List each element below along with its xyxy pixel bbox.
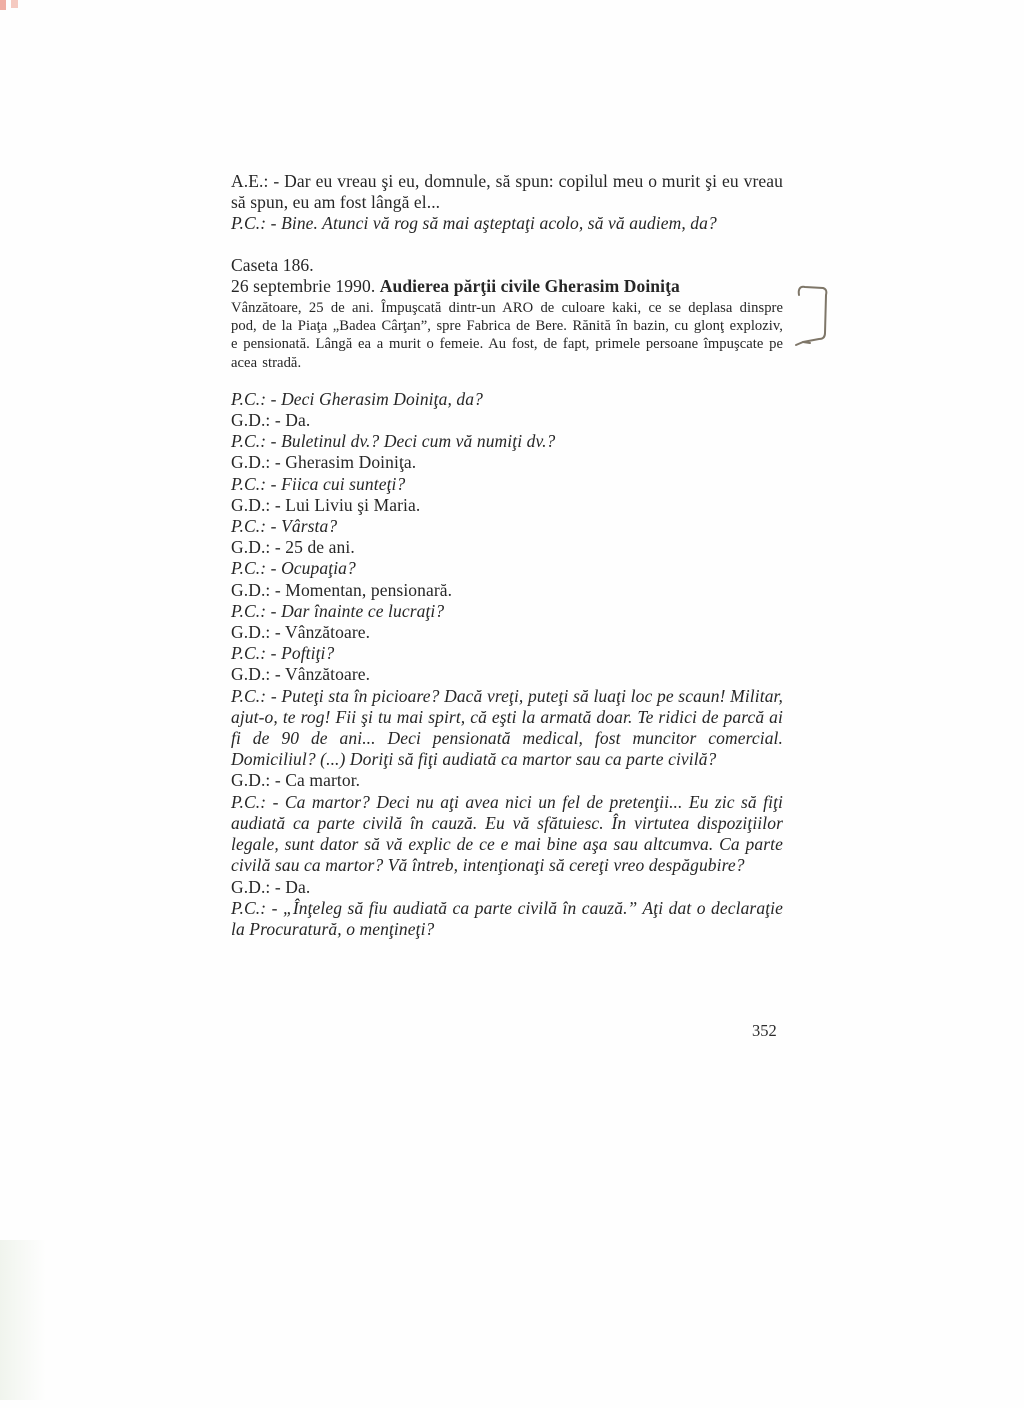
dialogue-line bbox=[231, 410, 783, 431]
dialogue-text: - Gherasim Doiniţa. bbox=[274, 452, 417, 473]
section-date: 26 septembrie 1990. bbox=[231, 275, 380, 296]
dialogue-line bbox=[231, 770, 783, 791]
scan-artifact-red-mark bbox=[11, 0, 18, 8]
dialogue-line bbox=[231, 474, 783, 495]
speaker-label: P.C.: bbox=[231, 600, 267, 621]
dialogue-line bbox=[231, 558, 783, 579]
dialogue-text: - Da. bbox=[274, 410, 311, 431]
dialogue-line bbox=[231, 686, 783, 771]
speaker-label: A.E.: bbox=[231, 171, 269, 191]
dialogue-block bbox=[231, 389, 783, 940]
dialogue-text: - Da. bbox=[274, 876, 311, 897]
speaker-label: P.C.: bbox=[231, 558, 267, 579]
dialogue-line bbox=[231, 643, 783, 664]
dialogue-text: - Dar înainte ce lucraţi? bbox=[270, 600, 445, 621]
dialogue-line bbox=[231, 495, 783, 516]
dialogue-line bbox=[231, 877, 783, 898]
speaker-label: P.C.: bbox=[231, 473, 267, 494]
dialogue-line bbox=[231, 898, 783, 940]
speaker-label: G.D.: bbox=[231, 410, 271, 431]
dialogue-text: - Fiica cui sunteţi? bbox=[270, 473, 406, 494]
speaker-label: G.D.: bbox=[231, 579, 271, 600]
dialogue-text: - Momentan, pensionară. bbox=[274, 579, 453, 600]
dialogue-line bbox=[231, 537, 783, 558]
section-date-title bbox=[231, 276, 783, 297]
text-column bbox=[231, 171, 783, 940]
dialogue-line bbox=[231, 601, 783, 622]
dialogue-line bbox=[231, 792, 783, 877]
dialogue-text: - Lui Liviu şi Maria. bbox=[274, 494, 421, 515]
dialogue-text: - Deci Gherasim Doiniţa, da? bbox=[270, 388, 483, 409]
dialogue-text: - Dar eu vreau şi eu, domnule, să spun: copilul meu o murit şi eu vreau să spun, eu am fost lângă el... bbox=[231, 171, 783, 213]
margin-bracket-annotation bbox=[788, 281, 840, 357]
speaker-label: G.D.: bbox=[231, 494, 271, 515]
dialogue-text: - „Înţeleg să fiu audiată ca parte civilă în cauză.” Aţi dat o declaraţie la Procuratură, o menţineţi? bbox=[231, 897, 783, 939]
section-heading bbox=[231, 255, 783, 372]
speaker-label: P.C.: bbox=[231, 643, 267, 664]
dialogue-text: - Puteţi sta în picioare? Dacă vreţi, puteţi să luaţi loc pe scaun! Militar, ajut-o, te rog! Fii şi tu mai spirt, că eşti la armată doar. Te ridici de parcă ai fi de 90 de ani... Deci pensionată medical, fost muncitor comercial. Domiciliul? (...) Doriţi să fiţi audiată ca martor sau ca parte civilă? bbox=[231, 685, 783, 770]
dialogue-line bbox=[231, 452, 783, 473]
dialogue-text: - Vânzătoare. bbox=[274, 664, 371, 685]
dialogue-line bbox=[231, 213, 783, 234]
dialogue-text: - Ca martor. bbox=[274, 770, 361, 791]
speaker-label: G.D.: bbox=[231, 537, 271, 558]
section-title: Audierea părţii civile Gherasim Doiniţa bbox=[379, 275, 680, 296]
dialogue-text: - Vânzătoare. bbox=[274, 622, 371, 643]
speaker-label: P.C.: bbox=[231, 213, 267, 234]
scan-artifact-red-mark bbox=[0, 0, 6, 10]
dialogue-line bbox=[231, 664, 783, 685]
dialogue-line bbox=[231, 431, 783, 452]
dialogue-text: - Vârsta? bbox=[270, 516, 338, 537]
dialogue-line bbox=[231, 516, 783, 537]
dialogue-text: - Bine. Atunci vă rog să mai aşteptaţi acolo, să vă audiem, da? bbox=[270, 213, 717, 234]
speaker-label: G.D.: bbox=[231, 770, 271, 791]
speaker-label: P.C.: bbox=[231, 897, 267, 918]
speaker-label: P.C.: bbox=[231, 516, 267, 537]
dialogue-text: - Ca martor? Deci nu aţi avea nici un fel de pretenţii... Eu zic să fiţi audiată ca parte civilă în cauză. Eu vă sfătuiesc. În virtutea dispoziţiilor legale, sunt dator să vă explic de ce e mai bine aşa sau altcumva. Ca parte civilă sau ca martor? Vă întreb, intenţionaţi să cereţi vreo despăgubire? bbox=[231, 791, 783, 876]
speaker-label: P.C.: bbox=[231, 791, 267, 812]
speaker-label: G.D.: bbox=[231, 622, 271, 643]
dialogue-text: - 25 de ani. bbox=[274, 537, 355, 558]
section-description: Vânzătoare, 25 de ani. Împuşcată dintr-un ARO de culoare kaki, ce se deplasa dinspre pod, de la Piaţa „Badea Cârţan”, spre Fabrica de Bere. Rănită în bazin, cu glonţ exploziv, e pensionată. Lângă ea a murit o femeie. Au fost, de fapt, primele persoane împuşcate pe acea stradă. bbox=[231, 300, 783, 371]
dialogue-text: - Buletinul dv.? Deci cum vă numiţi dv.? bbox=[270, 431, 556, 452]
dialogue-line bbox=[231, 171, 783, 213]
caseta-label: Caseta 186. bbox=[231, 254, 314, 275]
speaker-label: P.C.: bbox=[231, 685, 267, 706]
speaker-label: G.D.: bbox=[231, 452, 271, 473]
speaker-label: G.D.: bbox=[231, 664, 271, 685]
speaker-label: P.C.: bbox=[231, 388, 267, 409]
page-number: 352 bbox=[752, 1021, 777, 1040]
speaker-label: P.C.: bbox=[231, 431, 267, 452]
dialogue-text: - Poftiţi? bbox=[270, 643, 335, 664]
speaker-label: G.D.: bbox=[231, 876, 271, 897]
dialogue-line bbox=[231, 389, 783, 410]
scan-artifact-shading bbox=[0, 1240, 46, 1400]
dialogue-text: - Ocupaţia? bbox=[270, 558, 356, 579]
dialogue-line bbox=[231, 622, 783, 643]
dialogue-line bbox=[231, 580, 783, 601]
